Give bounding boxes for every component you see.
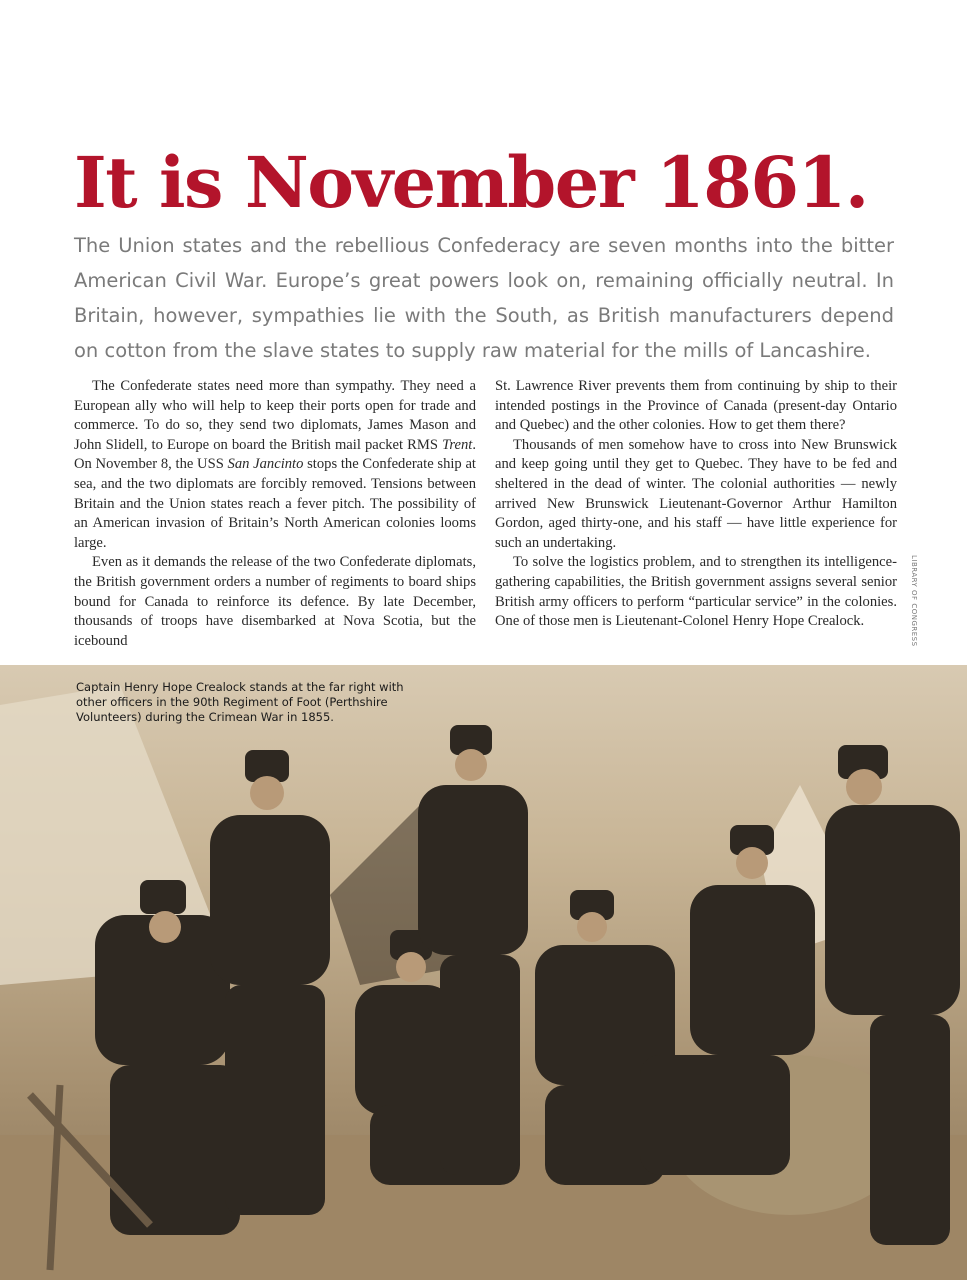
trent-ship-name: Trent [442, 436, 473, 453]
officers-photograph [0, 665, 967, 1280]
photo-illustration [0, 665, 967, 1280]
body-paragraph-2: Even as it demands the release of the two Confederate diplomats, the British government orders a number of regiments to board ships bound for Canada to reinforce its defence. By late December, thousands of troops have disembarked at Nova Scotia, but the icebound [74, 554, 476, 649]
body-paragraph-3: Thousands of men somehow have to cross into New Brunswick and keep going until they get to Quebec. They have to be fed and sheltered in the dead of winter. The colonial authorities — newly arrived New Brunswick Lieutenant-Governor Arthur Hamilton Gordon, aged thirty-one, and his staff — have little experience for such an undertaking. [495, 436, 897, 551]
body-paragraph-2-continued: St. Lawrence River prevents them from continuing by ship to their intended postings in the Province of Canada (present-day Ontario and Quebec) and the other colonies. How to get them there? [495, 378, 897, 434]
photo-caption: Captain Henry Hope Crealock stands at the far right with other officers in the 90th Regiment of Foot (Perthshire Volunteers) during the Crimean War in 1855. [76, 680, 404, 724]
lede-paragraph: The Union states and the rebellious Confederacy are seven months into the bitter American Civil War. Europe’s great powers look on, remaining officially neutral. In Britain, however, sympathies lie with the South, as British manufacturers depend on cotton from the slave states to supply raw material for the mills of Lancashire. [74, 234, 894, 362]
san-jancinto-ship-name: San Jancinto [227, 456, 304, 473]
body-paragraph-1: The Confederate states need more than sympathy. They need a European ally who will help to keep their ports open for trade and commerce. To do so, they send two diplomats, James Mason and John Slidell, to Europe on board the British mail packet RMS Trent. On November 8, the USS San Jancinto stops the Confederate ship at sea, and the two diplomats are forcibly removed. Tensions between Britain and the Union states reach a fever pitch. The possibility of an American invasion of Britain’s North American colonies looms large. [74, 378, 476, 551]
photo-credit: LIBRARY OF CONGRESS [910, 555, 918, 647]
body-paragraph-4: To solve the logistics problem, and to strengthen its intelligence-gathering capabilities, the British government assigns several senior British army officers to perform “particular service” in the colonies. One of those men is Lieutenant-Colonel Henry Hope Crealock. [495, 554, 897, 630]
headline: It is November 1861. [74, 141, 868, 224]
body-column-right [495, 377, 897, 632]
body-column-left [74, 377, 476, 651]
